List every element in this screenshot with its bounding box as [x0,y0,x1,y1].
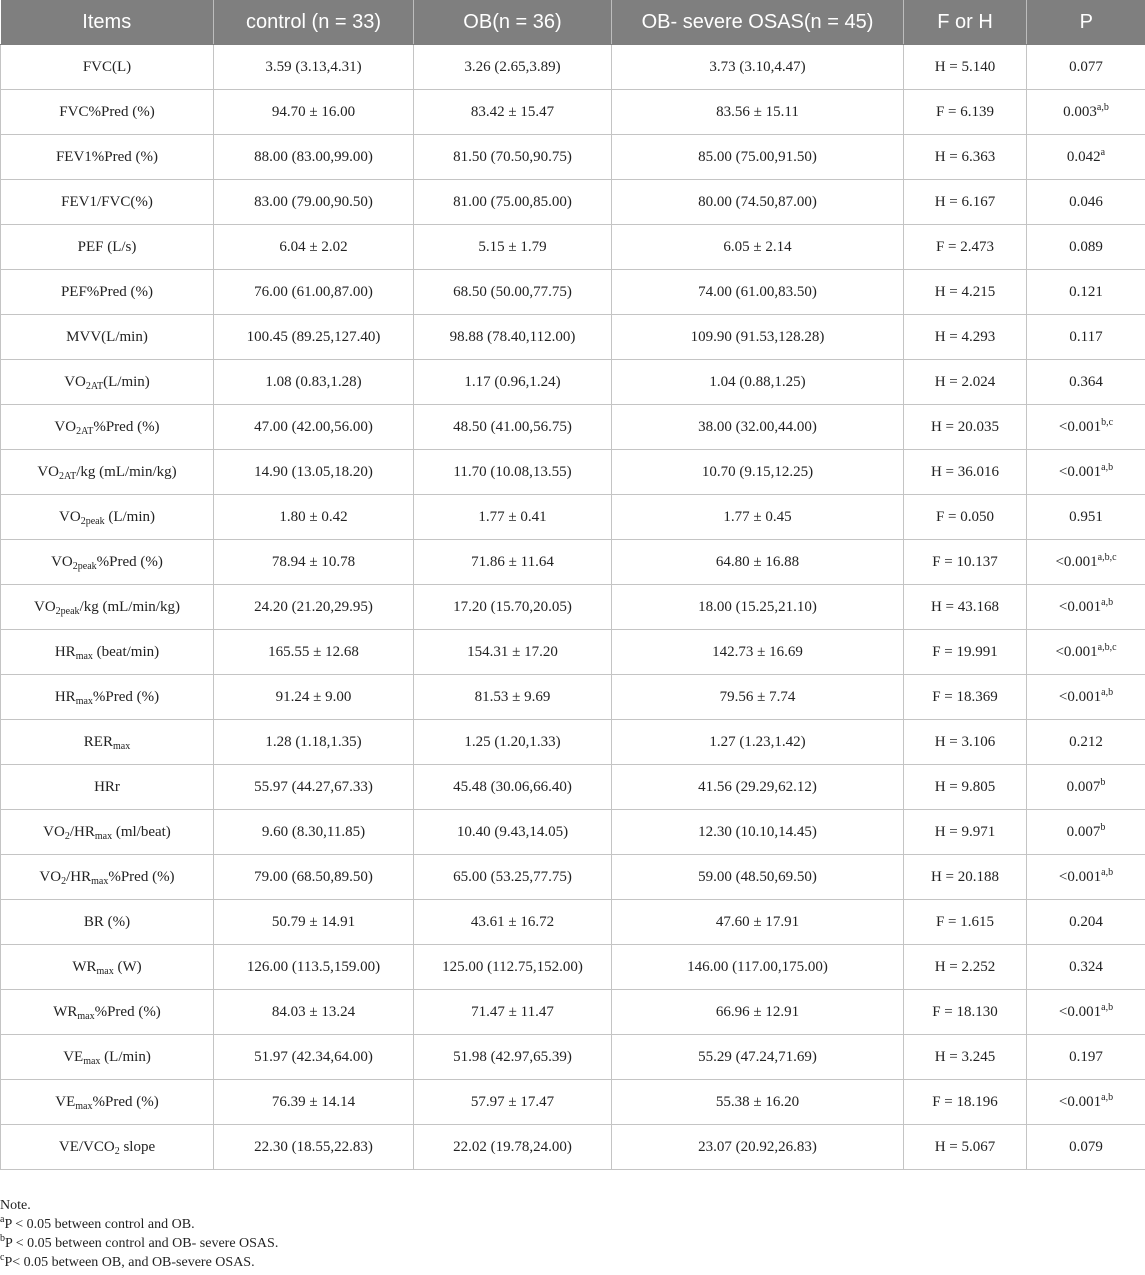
cell-p-value [1027,315,1145,360]
item-suffix: (L/min) [100,1048,151,1065]
cell-ob-severe-osas: 18.00 (15.25,21.10) [612,585,904,630]
item-name: FVC(L) [82,58,132,75]
p-value-superscript: a,b [1101,596,1114,608]
p-value: <0.001 [1055,643,1098,660]
table-row [1,675,1145,720]
p-value: <0.001 [1055,553,1098,570]
cell-ob-severe-osas: 85.00 (75.00,91.50) [612,135,904,180]
item-name: PEF%Pred (%) [60,283,154,300]
cell-ob: 81.50 (70.50,90.75) [414,135,612,180]
cell-ob-severe-osas: 10.70 (9.15,12.25) [612,450,904,495]
cell-f-or-h: H = 6.363 [904,135,1027,180]
cell-ob: 57.97 ± 17.47 [414,1080,612,1125]
cell-ob-severe-osas: 1.77 ± 0.45 [612,495,904,540]
cell-p-value [1027,900,1145,945]
cell-p-value [1027,360,1145,405]
item-name: VO [54,418,77,435]
cell-p-value [1027,405,1145,450]
cell-p-value [1027,90,1145,135]
cell-ob-severe-osas: 41.56 (29.29,62.12) [612,765,904,810]
cell-ob-severe-osas: 66.96 ± 12.91 [612,990,904,1035]
cell-f-or-h: F = 6.139 [904,90,1027,135]
item-suffix: /HR [66,868,92,885]
cell-p-value [1027,135,1145,180]
table-row [1,135,1145,180]
cell-ob: 81.53 ± 9.69 [414,675,612,720]
p-value-superscript: b [1100,776,1106,788]
cell-item [1,945,214,990]
cell-control: 126.00 (113.5,159.00) [214,945,414,990]
table-row [1,945,1145,990]
p-value: <0.001 [1058,868,1102,885]
cell-f-or-h: H = 43.168 [904,585,1027,630]
note-mark: c [0,1252,5,1263]
cell-control: 55.97 (44.27,67.33) [214,765,414,810]
cell-p-value [1027,675,1145,720]
notes-list [0,1215,1145,1272]
cell-ob-severe-osas: 74.00 (61.00,83.50) [612,270,904,315]
item-name: BR (%) [83,913,131,930]
cell-f-or-h: H = 3.245 [904,1035,1027,1080]
cell-f-or-h: H = 3.106 [904,720,1027,765]
note-mark: a [0,1214,5,1225]
table-row [1,450,1145,495]
cell-item [1,1080,214,1125]
cell-item [1,270,214,315]
table-row [1,315,1145,360]
p-value: 0.007 [1066,823,1101,840]
cell-ob-severe-osas: 1.27 (1.23,1.42) [612,720,904,765]
cell-ob-severe-osas: 64.80 ± 16.88 [612,540,904,585]
item-subscript: 2peak [72,560,97,572]
table-row [1,720,1145,765]
cell-p-value [1027,1035,1145,1080]
p-value: 0.089 [1069,238,1103,255]
cell-p-value [1027,45,1145,90]
item-subscript: 2AT [76,425,94,437]
cell-f-or-h: H = 5.067 [904,1125,1027,1170]
table-row [1,585,1145,630]
item-name: VO [43,823,65,840]
item-suffix: /kg (mL/min/kg) [79,598,180,615]
cell-f-or-h: F = 18.130 [904,990,1027,1035]
cell-f-or-h: H = 2.024 [904,360,1027,405]
item-name: HRr [94,778,120,795]
table-row [1,405,1145,450]
cell-control: 83.00 (79.00,90.50) [214,180,414,225]
cell-f-or-h: H = 5.140 [904,45,1027,90]
item-name: WR [72,958,97,975]
item-suffix: (L/min) [103,373,150,390]
cell-ob-severe-osas: 79.56 ± 7.74 [612,675,904,720]
item-name: FVC%Pred (%) [59,103,155,120]
cell-ob: 68.50 (50.00,77.75) [414,270,612,315]
cell-control: 51.97 (42.34,64.00) [214,1035,414,1080]
note-text: P < 0.05 between control and OB. [4,1217,195,1232]
cell-ob: 43.61 ± 16.72 [414,900,612,945]
table-row [1,180,1145,225]
cell-item [1,315,214,360]
cell-p-value [1027,495,1145,540]
cell-ob-severe-osas: 47.60 ± 17.91 [612,900,904,945]
cell-ob: 71.86 ± 11.64 [414,540,612,585]
p-value-superscript: a,b [1101,866,1114,878]
cell-item [1,1035,214,1080]
p-value-superscript: a,b [1101,1001,1114,1013]
cell-p-value [1027,450,1145,495]
p-value: <0.001 [1058,1003,1102,1020]
p-value-superscript: a,b,c [1097,551,1117,563]
table-row [1,990,1145,1035]
p-value: 0.197 [1069,1048,1103,1065]
cell-control: 3.59 (3.13,4.31) [214,45,414,90]
cell-ob: 154.31 ± 17.20 [414,630,612,675]
cell-ob-severe-osas: 23.07 (20.92,26.83) [612,1125,904,1170]
cell-control: 100.45 (89.25,127.40) [214,315,414,360]
cell-control: 1.80 ± 0.42 [214,495,414,540]
header-ob-severe-osas: OB- severe OSAS(n = 45) [612,0,904,45]
table-row [1,900,1145,945]
cell-control: 84.03 ± 13.24 [214,990,414,1035]
cell-f-or-h: F = 18.196 [904,1080,1027,1125]
note-mark: b [0,1233,5,1244]
p-value: 0.204 [1069,913,1103,930]
item-suffix: (W) [113,958,142,975]
cell-item [1,765,214,810]
table-row [1,540,1145,585]
item-suffix: slope [119,1138,156,1155]
item-suffix: (ml/beat) [112,823,171,840]
cell-item [1,675,214,720]
item-subscript: max [112,740,131,752]
cell-f-or-h: F = 0.050 [904,495,1027,540]
item-suffix: %Pred (%) [92,1093,159,1110]
cell-ob: 83.42 ± 15.47 [414,90,612,135]
cell-ob: 22.02 (19.78,24.00) [414,1125,612,1170]
cell-f-or-h: H = 9.971 [904,810,1027,855]
cell-control: 14.90 (13.05,18.20) [214,450,414,495]
item-name: VO [34,598,56,615]
item-name: VE [63,1048,84,1065]
cell-ob: 65.00 (53.25,77.75) [414,855,612,900]
p-value: 0.951 [1069,508,1103,525]
item-name: HR [54,643,76,660]
table-row [1,90,1145,135]
item-name: VO [39,868,62,885]
cell-p-value [1027,990,1145,1035]
item-subscript: max [83,1055,101,1067]
cell-ob: 125.00 (112.75,152.00) [414,945,612,990]
item-subscript: max [94,830,113,842]
p-value: <0.001 [1058,598,1102,615]
cell-ob: 71.47 ± 11.47 [414,990,612,1035]
cell-ob: 51.98 (42.97,65.39) [414,1035,612,1080]
cell-ob: 11.70 (10.08,13.55) [414,450,612,495]
item-suffix: %Pred (%) [94,1003,161,1020]
cell-item [1,900,214,945]
cell-f-or-h: H = 2.252 [904,945,1027,990]
cell-f-or-h: H = 9.805 [904,765,1027,810]
table-row [1,270,1145,315]
item-subscript: max [77,1010,95,1022]
item-subscript: max [75,695,93,707]
cell-p-value [1027,765,1145,810]
cell-item [1,855,214,900]
item-name: FEV1%Pred (%) [55,148,159,165]
p-value-superscript: a,b,c [1097,641,1117,653]
item-name: RER [83,733,113,750]
item-subscript: max [96,965,114,977]
cell-ob: 3.26 (2.65,3.89) [414,45,612,90]
p-value-superscript: a,b [1101,1091,1114,1103]
item-suffix: %Pred (%) [108,868,175,885]
cell-item [1,360,214,405]
item-name: VE/VCO [58,1138,115,1155]
item-suffix: %Pred (%) [92,688,160,705]
item-name: VO [64,373,86,390]
cell-item [1,990,214,1035]
item-subscript: 2peak [80,515,105,527]
cell-f-or-h: F = 19.991 [904,630,1027,675]
cell-item [1,450,214,495]
table-row [1,765,1145,810]
cell-ob-severe-osas: 59.00 (48.50,69.50) [612,855,904,900]
cell-control: 94.70 ± 16.00 [214,90,414,135]
p-value: 0.007 [1066,778,1101,795]
item-suffix: (L/min) [104,508,155,525]
item-subscript: 2 [64,830,70,842]
table-row [1,1080,1145,1125]
cell-item [1,90,214,135]
cell-item [1,1125,214,1170]
table-row [1,855,1145,900]
cell-control: 6.04 ± 2.02 [214,225,414,270]
cell-control: 24.20 (21.20,29.95) [214,585,414,630]
p-value: 0.003 [1063,103,1097,120]
p-value: <0.001 [1058,1093,1102,1110]
item-subscript: 2AT [59,470,77,482]
p-value: 0.117 [1069,328,1103,345]
cell-ob: 98.88 (78.40,112.00) [414,315,612,360]
item-name: VO [37,463,59,480]
header-f-or-h: F or H [904,0,1027,45]
table-row [1,1125,1145,1170]
cell-item [1,225,214,270]
item-suffix: %Pred (%) [93,418,160,435]
p-value: 0.046 [1069,193,1103,210]
note-text: P < 0.05 between control and OB- severe OSAS. [5,1236,279,1251]
cell-ob-severe-osas: 83.56 ± 15.11 [612,90,904,135]
cell-ob-severe-osas: 55.38 ± 16.20 [612,1080,904,1125]
cell-f-or-h: H = 6.167 [904,180,1027,225]
item-name: VO [51,553,73,570]
p-value: 0.079 [1069,1138,1103,1155]
item-name: WR [53,1003,78,1020]
notes-title: Note. [0,1198,31,1213]
cell-ob: 17.20 (15.70,20.05) [414,585,612,630]
cell-ob-severe-osas: 3.73 (3.10,4.47) [612,45,904,90]
table-notes [0,1196,1145,1272]
cell-ob: 1.77 ± 0.41 [414,495,612,540]
table-row [1,810,1145,855]
cell-item [1,405,214,450]
cell-control: 76.00 (61.00,87.00) [214,270,414,315]
cell-p-value [1027,945,1145,990]
p-value-superscript: b,c [1101,416,1114,428]
header-items: Items [1,0,214,45]
cell-ob: 48.50 (41.00,56.75) [414,405,612,450]
cell-ob: 1.17 (0.96,1.24) [414,360,612,405]
p-value: 0.042 [1066,148,1101,165]
cell-control: 78.94 ± 10.78 [214,540,414,585]
cell-ob-severe-osas: 109.90 (91.53,128.28) [612,315,904,360]
note-line [0,1234,1145,1253]
cell-control: 9.60 (8.30,11.85) [214,810,414,855]
table-body [1,45,1145,1170]
cell-p-value [1027,855,1145,900]
p-value: 0.077 [1069,58,1103,75]
header-ob: OB(n = 36) [414,0,612,45]
p-value: <0.001 [1058,688,1102,705]
p-value: 0.121 [1069,283,1103,300]
p-value: <0.001 [1058,418,1102,435]
table-row [1,360,1145,405]
cell-item [1,495,214,540]
cell-ob-severe-osas: 146.00 (117.00,175.00) [612,945,904,990]
cell-control: 22.30 (18.55,22.83) [214,1125,414,1170]
item-name: MVV(L/min) [66,328,148,345]
cell-p-value [1027,1080,1145,1125]
item-name: VE [55,1093,76,1110]
cell-item [1,135,214,180]
cell-ob: 81.00 (75.00,85.00) [414,180,612,225]
cell-f-or-h: H = 4.215 [904,270,1027,315]
cell-p-value [1027,540,1145,585]
cell-f-or-h: F = 2.473 [904,225,1027,270]
cell-ob: 45.48 (30.06,66.40) [414,765,612,810]
cell-p-value [1027,270,1145,315]
cell-ob-severe-osas: 38.00 (32.00,44.00) [612,405,904,450]
table-row [1,1035,1145,1080]
cell-f-or-h: H = 4.293 [904,315,1027,360]
header-p: P [1027,0,1145,45]
item-suffix: %Pred (%) [96,553,163,570]
table-row [1,630,1145,675]
item-subscript: 2peak [55,605,80,617]
cell-f-or-h: F = 1.615 [904,900,1027,945]
cell-control: 79.00 (68.50,89.50) [214,855,414,900]
table-row [1,495,1145,540]
item-subscript: max [91,875,109,887]
item-subscript: max [75,1100,93,1112]
cell-p-value [1027,585,1145,630]
cell-ob: 10.40 (9.43,14.05) [414,810,612,855]
cell-ob-severe-osas: 80.00 (74.50,87.00) [612,180,904,225]
cell-p-value [1027,810,1145,855]
cell-ob: 5.15 ± 1.79 [414,225,612,270]
cell-f-or-h: H = 36.016 [904,450,1027,495]
cell-item [1,180,214,225]
cell-control: 1.28 (1.18,1.35) [214,720,414,765]
item-subscript: 2AT [85,380,104,392]
cell-f-or-h: F = 18.369 [904,675,1027,720]
item-suffix: /HR [69,823,95,840]
table-row [1,45,1145,90]
note-text: P< 0.05 between OB, and OB-severe OSAS. [4,1255,255,1270]
cell-ob-severe-osas: 12.30 (10.10,14.45) [612,810,904,855]
item-name: VO [59,508,81,525]
item-subscript: 2 [61,875,67,887]
item-suffix: (beat/min) [92,643,160,660]
header-row [1,0,1145,45]
note-line [0,1215,1145,1234]
p-value: 0.212 [1069,733,1103,750]
item-subscript: max [75,650,93,662]
cell-control: 91.24 ± 9.00 [214,675,414,720]
cell-control: 165.55 ± 12.68 [214,630,414,675]
item-subscript: 2 [114,1145,120,1157]
cell-ob-severe-osas: 55.29 (47.24,71.69) [612,1035,904,1080]
item-name: HR [54,688,76,705]
cell-item [1,630,214,675]
p-value: <0.001 [1058,463,1102,480]
p-value-superscript: a,b [1101,461,1114,473]
cell-ob-severe-osas: 1.04 (0.88,1.25) [612,360,904,405]
item-suffix: /kg (mL/min/kg) [76,463,177,480]
cell-p-value [1027,630,1145,675]
header-control: control (n = 33) [214,0,414,45]
cell-control: 1.08 (0.83,1.28) [214,360,414,405]
p-value: 0.324 [1069,958,1103,975]
cell-control: 76.39 ± 14.14 [214,1080,414,1125]
cell-p-value [1027,720,1145,765]
cell-p-value [1027,1125,1145,1170]
p-value-superscript: a [1100,146,1106,158]
cell-control: 88.00 (83.00,99.00) [214,135,414,180]
cell-control: 50.79 ± 14.91 [214,900,414,945]
cell-ob: 1.25 (1.20,1.33) [414,720,612,765]
cell-item [1,45,214,90]
cell-p-value [1027,180,1145,225]
cell-item [1,810,214,855]
p-value-superscript: b [1100,821,1106,833]
cell-p-value [1027,225,1145,270]
item-name: FEV1/FVC(%) [61,193,153,210]
cell-f-or-h: H = 20.188 [904,855,1027,900]
table-row [1,225,1145,270]
cell-item [1,720,214,765]
cell-control: 47.00 (42.00,56.00) [214,405,414,450]
p-value: 0.364 [1069,373,1103,390]
cell-item [1,540,214,585]
p-value-superscript: a,b [1101,686,1114,698]
cell-f-or-h: H = 20.035 [904,405,1027,450]
p-value-superscript: a,b [1096,101,1109,113]
item-name: PEF (L/s) [77,238,137,255]
cell-f-or-h: F = 10.137 [904,540,1027,585]
cell-ob-severe-osas: 6.05 ± 2.14 [612,225,904,270]
cell-ob-severe-osas: 142.73 ± 16.69 [612,630,904,675]
cell-item [1,585,214,630]
note-line [0,1253,1145,1272]
